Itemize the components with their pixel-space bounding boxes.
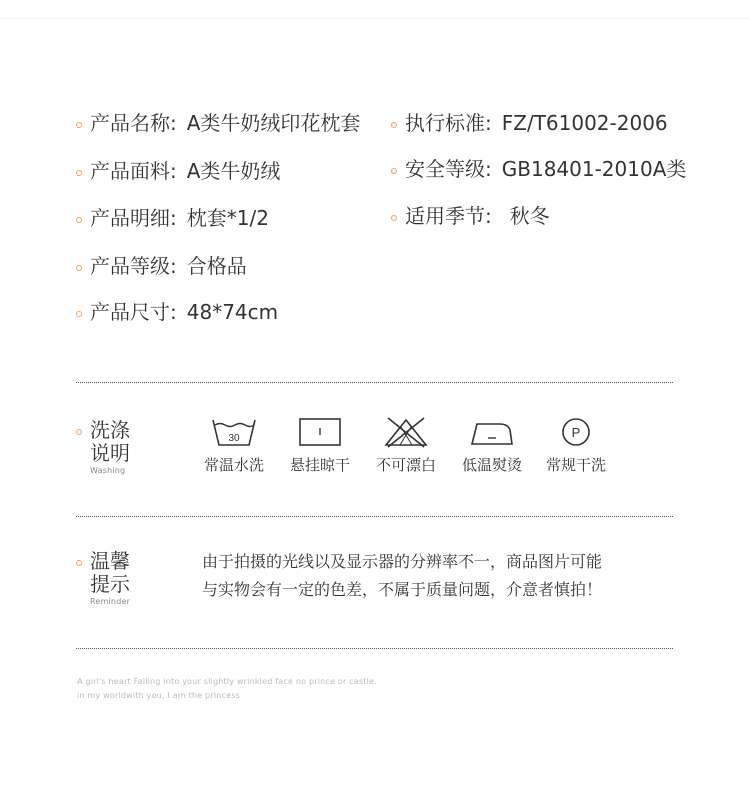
footer-line1: A girl's heart Falling into your slightly wrinkled face no prince or castle.: [77, 677, 377, 686]
spec-value: 枕套*1/2: [186, 206, 269, 230]
divider-1: [76, 382, 673, 383]
low-iron-icon: [468, 416, 516, 448]
spec-fabric: [76, 159, 280, 183]
spec-safety: [391, 157, 686, 181]
reminder-title-line1: 温馨: [90, 549, 130, 573]
spec-value: 合格品: [186, 254, 247, 278]
divider-3: [76, 648, 673, 649]
washing-title-line1: 洗涤: [90, 418, 130, 442]
care-item-dry: [280, 416, 360, 475]
spec-value: GB18401-2010A类: [501, 157, 687, 181]
spec-value: A类牛奶绒印花枕套: [186, 111, 361, 135]
washing-title-line2: 说明: [90, 441, 130, 465]
reminder-line1: 由于拍摄的光线以及显示器的分辨率不一，商品图片可能: [202, 552, 603, 571]
spec-details: [76, 206, 269, 230]
wash-temp-text: 30: [228, 433, 240, 444]
reminder-title-en: Reminder: [90, 597, 131, 606]
care-label-wash: 常温水洗: [203, 456, 264, 474]
spec-label: 产品面料:: [90, 159, 177, 183]
bullet-dot-icon: [76, 122, 82, 128]
dry-clean-p-icon: [552, 416, 600, 448]
spec-label: 安全等级:: [405, 157, 492, 181]
bullet-dot-icon: [76, 217, 82, 223]
care-label-bleach: 不可漂白: [375, 456, 436, 474]
bullet-dot-icon: [391, 168, 397, 174]
wash-30-icon: [210, 416, 258, 448]
footer-line2: in my worldwith you, I am the princess: [77, 691, 240, 700]
bullet-dot-icon: [76, 170, 82, 176]
bullet-dot-icon: [391, 122, 397, 128]
spec-value: A类牛奶绒: [186, 159, 281, 183]
care-label-dry: 悬挂晾干: [289, 456, 350, 474]
spec-value: 48*74cm: [186, 300, 279, 324]
spec-value: FZ/T61002-2006: [501, 111, 668, 135]
bullet-dot-icon: [76, 265, 82, 271]
bullet-dot-icon: [391, 215, 397, 221]
care-label-dryclean: 常规干洗: [545, 456, 606, 474]
bullet-dot-icon: [76, 311, 82, 317]
washing-title-en: Washing: [90, 466, 126, 475]
washing-title: [76, 419, 138, 475]
reminder-title: [76, 550, 138, 606]
spec-label: 执行标准:: [405, 111, 492, 135]
line-dry-icon: [296, 416, 344, 448]
spec-label: 产品等级:: [90, 254, 177, 278]
spec-standard: [391, 111, 668, 135]
spec-product-name: [76, 111, 360, 135]
bullet-dot-icon: [76, 429, 82, 435]
product-specs: [0, 0, 750, 340]
spec-size: [76, 300, 278, 324]
dry-clean-letter: P: [571, 425, 581, 440]
bullet-dot-icon: [76, 560, 82, 566]
reminder-line2: 与实物会有一定的色差，不属于质量问题，介意者慎拍！: [202, 580, 603, 599]
spec-value: 秋冬: [509, 204, 550, 228]
care-item-bleach: [366, 416, 446, 475]
spec-label: 产品明细:: [90, 206, 177, 230]
spec-label: 适用季节:: [405, 204, 492, 228]
spec-grade: [76, 254, 247, 278]
care-item-wash: [194, 416, 274, 475]
care-item-iron: [452, 416, 532, 475]
spec-label: 产品尺寸:: [90, 300, 177, 324]
spec-label: 产品名称:: [90, 111, 177, 135]
divider-2: [76, 516, 673, 517]
reminder-title-line2: 提示: [90, 572, 130, 596]
no-bleach-icon: [382, 416, 430, 448]
spec-season: [391, 204, 550, 228]
care-item-dryclean: [536, 416, 616, 475]
care-label-iron: 低温熨烫: [461, 456, 522, 474]
